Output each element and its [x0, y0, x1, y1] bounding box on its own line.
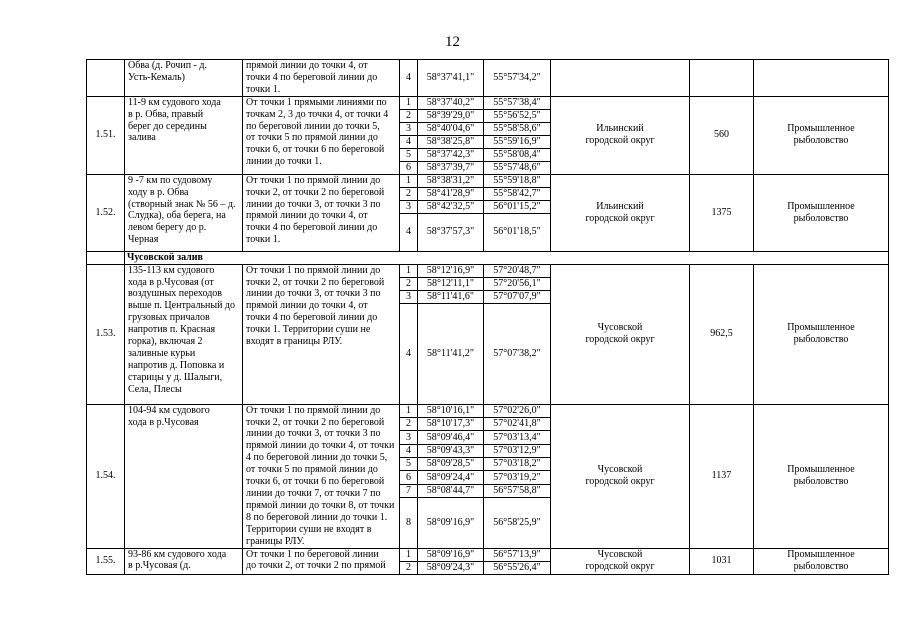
- row-number: 1.55.: [87, 548, 125, 574]
- point-number: 7: [400, 484, 418, 497]
- area-size: 1031: [690, 548, 754, 574]
- longitude: 57°03'12,9": [484, 444, 551, 457]
- longitude: 57°03'19,2": [484, 471, 551, 484]
- latitude: 58°11'41,6": [418, 290, 484, 303]
- latitude: 58°09'24,4": [418, 471, 484, 484]
- longitude: 56°01'18,5": [484, 213, 551, 251]
- longitude: 56°58'25,9": [484, 498, 551, 548]
- page-number: 12: [445, 34, 460, 50]
- point-number: 1: [400, 96, 418, 109]
- point-number: 8: [400, 498, 418, 548]
- row-number: 1.51.: [87, 96, 125, 174]
- latitude: 58°10'16,1": [418, 404, 484, 417]
- point-number: 2: [400, 277, 418, 290]
- municipal-district: Ильинский городской округ: [551, 174, 690, 251]
- point-number: 4: [400, 444, 418, 457]
- latitude: 58°37'57,3": [418, 213, 484, 251]
- latitude: 58°08'44,7": [418, 484, 484, 497]
- latitude: 58°10'17,3": [418, 417, 484, 430]
- latitude: 58°37'39,7": [418, 161, 484, 174]
- longitude: 57°07'38,2": [484, 303, 551, 404]
- point-number: 2: [400, 561, 418, 574]
- usage-type: Промышленное рыболовство: [754, 96, 889, 174]
- latitude: 58°38'31,2": [418, 174, 484, 187]
- point-number: 1: [400, 264, 418, 277]
- latitude: 58°09'43,3": [418, 444, 484, 457]
- area-name: 11-9 км судового хода в р. Обва, правый берег до середины залива: [125, 96, 243, 174]
- row-number: [87, 60, 125, 97]
- usage-type: [754, 60, 889, 97]
- longitude: 55°56'52,5": [484, 109, 551, 122]
- latitude: 58°37'42,3": [418, 148, 484, 161]
- point-number: 4: [400, 303, 418, 404]
- boundary-description: От точки 1 по прямой линии до точки 2, от точки 2 по береговой линии до точки 3, от точки 3 по прямой линии до точки 4, от точки 4 по береговой линии до точки 1. Территории суши не входят в границы РЛУ.: [243, 264, 400, 404]
- longitude: 57°03'13,4": [484, 431, 551, 444]
- latitude: 58°09'16,9": [418, 498, 484, 548]
- longitude: 55°58'42,7": [484, 187, 551, 200]
- section-row: [87, 251, 889, 264]
- longitude: 56°57'58,8": [484, 484, 551, 497]
- latitude: 58°38'25,8": [418, 135, 484, 148]
- point-number: 3: [400, 200, 418, 213]
- latitude: 58°39'29,0": [418, 109, 484, 122]
- longitude: 56°55'26,4": [484, 561, 551, 574]
- area-name: 135-113 км судового хода в р.Чусовая (от воздушных переходов выше п. Центральный до грузовых причалов напротив п. Красная горка), включая 2 заливные курьи напротив д. Поповка и старицы у д. Шалыги, Села, Плесы: [125, 264, 243, 404]
- area-size: 1375: [690, 174, 754, 251]
- area-size: 962,5: [690, 264, 754, 404]
- longitude: 57°02'41,8": [484, 417, 551, 430]
- table-row: [87, 96, 889, 109]
- municipal-district: Чусовской городской округ: [551, 264, 690, 404]
- longitude: 55°58'58,6": [484, 122, 551, 135]
- longitude: 55°59'16,9": [484, 135, 551, 148]
- longitude: 57°20'56,1": [484, 277, 551, 290]
- point-number: 2: [400, 417, 418, 430]
- longitude: 55°59'18,8": [484, 174, 551, 187]
- latitude: 58°11'41,2": [418, 303, 484, 404]
- section-header: Чусовской залив: [125, 251, 889, 264]
- latitude: 58°09'16,9": [418, 548, 484, 561]
- area-name: Обва (д. Рочип - д. Усть-Кемаль): [125, 60, 243, 97]
- area-name: 93-86 км судового хода в р.Чусовая (д.: [125, 548, 243, 574]
- boundary-description: прямой линии до точки 4, от точки 4 по береговой линии до точки 1.: [243, 60, 400, 97]
- usage-type: Промышленное рыболовство: [754, 264, 889, 404]
- point-number: 4: [400, 213, 418, 251]
- table-row: [87, 60, 889, 97]
- municipal-district: Чусовской городской округ: [551, 548, 690, 574]
- section-empty-cell: [87, 251, 125, 264]
- longitude: 55°58'08,4": [484, 148, 551, 161]
- row-number: 1.52.: [87, 174, 125, 251]
- latitude: 58°41'28,9": [418, 187, 484, 200]
- latitude: 58°37'41,1": [418, 60, 484, 97]
- point-number: 2: [400, 187, 418, 200]
- latitude: 58°37'40,2": [418, 96, 484, 109]
- boundary-description: От точки 1 по береговой линии до точки 2, от точки 2 по прямой: [243, 548, 400, 574]
- row-number: 1.53.: [87, 264, 125, 404]
- latitude: 58°42'32,5": [418, 200, 484, 213]
- fishing-areas-table: [86, 59, 889, 575]
- latitude: 58°09'46,4": [418, 431, 484, 444]
- usage-type: Промышленное рыболовство: [754, 548, 889, 574]
- longitude: 55°57'48,6": [484, 161, 551, 174]
- longitude: 56°57'13,9": [484, 548, 551, 561]
- point-number: 3: [400, 431, 418, 444]
- latitude: 58°09'28,5": [418, 458, 484, 471]
- longitude: 55°57'38,4": [484, 96, 551, 109]
- latitude: 58°40'04,6": [418, 122, 484, 135]
- table-row: [87, 548, 889, 561]
- municipal-district: Чусовской городской округ: [551, 404, 690, 548]
- area-size: [690, 60, 754, 97]
- longitude: 57°07'07,9": [484, 290, 551, 303]
- latitude: 58°12'16,9": [418, 264, 484, 277]
- area-name: 104-94 км судового хода в р.Чусовая: [125, 404, 243, 548]
- point-number: 1: [400, 404, 418, 417]
- municipal-district: [551, 60, 690, 97]
- area-size: 560: [690, 96, 754, 174]
- point-number: 2: [400, 109, 418, 122]
- longitude: 57°03'18,2": [484, 458, 551, 471]
- table-row: [87, 264, 889, 277]
- municipal-district: Ильинский городской округ: [551, 96, 690, 174]
- usage-type: Промышленное рыболовство: [754, 174, 889, 251]
- point-number: 3: [400, 290, 418, 303]
- table-row: [87, 174, 889, 187]
- area-size: 1137: [690, 404, 754, 548]
- boundary-description: От точки 1 по прямой линии до точки 2, от точки 2 по береговой линии до точки 3, от точки 3 по прямой линии до точки 4, от точки 4 по береговой линии до точки 5, от точки 5 по прямой линии до точки 6, от точки 6 по береговой линии до точки 7, от точки 7 по прямой линии до точки 8, от точки 8 по береговой линии до точки 1. Территории суши не входят в границы РЛУ.: [243, 404, 400, 548]
- point-number: 1: [400, 548, 418, 561]
- usage-type: Промышленное рыболовство: [754, 404, 889, 548]
- point-number: 4: [400, 135, 418, 148]
- point-number: 3: [400, 122, 418, 135]
- row-number: 1.54.: [87, 404, 125, 548]
- longitude: 57°20'48,7": [484, 264, 551, 277]
- longitude: 55°57'34,2": [484, 60, 551, 97]
- area-name: 9 -7 км по судовому ходу в р. Обва (створный знак № 56 – д. Слудка), оба берега, на левом берегу до р. Черная: [125, 174, 243, 251]
- boundary-description: От точки 1 прямыми линиями по точкам 2, 3 до точки 4, от точки 4 по береговой линии до точки 5, от точки 5 по прямой линии до точки 6, от точки 6 по береговой линии до точки 1.: [243, 96, 400, 174]
- point-number: 6: [400, 161, 418, 174]
- latitude: 58°09'24,3": [418, 561, 484, 574]
- longitude: 57°02'26,0": [484, 404, 551, 417]
- point-number: 1: [400, 174, 418, 187]
- latitude: 58°12'11,1": [418, 277, 484, 290]
- point-number: 5: [400, 458, 418, 471]
- boundary-description: От точки 1 по прямой линии до точки 2, от точки 2 по береговой линии до точки 3, от точки 3 по прямой линии до точки 4, от точки 4 по береговой линии до точки 1.: [243, 174, 400, 251]
- table-row: [87, 404, 889, 417]
- point-number: 4: [400, 60, 418, 97]
- longitude: 56°01'15,2": [484, 200, 551, 213]
- point-number: 6: [400, 471, 418, 484]
- point-number: 5: [400, 148, 418, 161]
